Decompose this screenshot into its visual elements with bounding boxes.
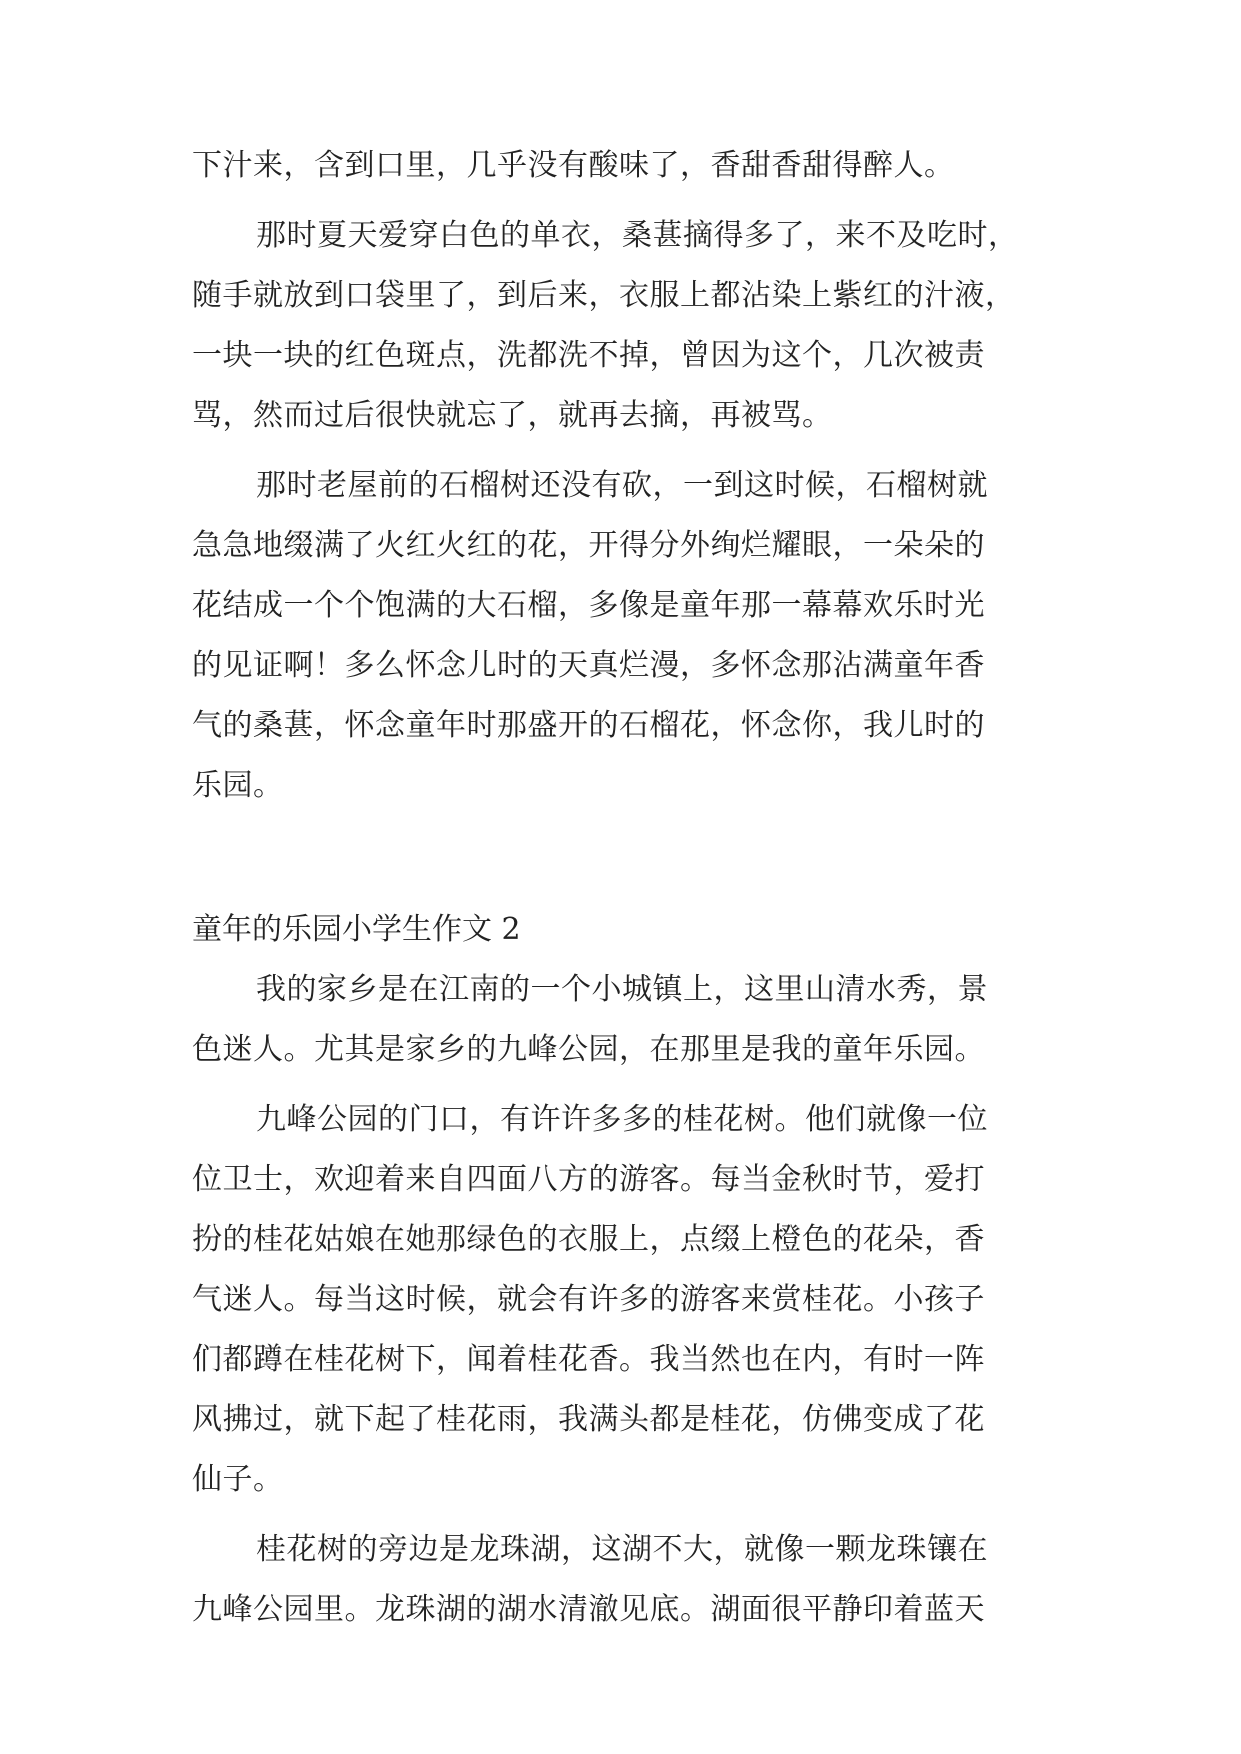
- paragraph-line: 九峰公园里。龙珠湖的湖水清澈见底。湖面很平静印着蓝天: [192, 1592, 985, 1627]
- paragraph-line: 气的桑葚，怀念童年时那盛开的石榴花，怀念你，我儿时的: [192, 708, 985, 743]
- paragraph-line: 急急地缀满了火红火红的花，开得分外绚烂耀眼，一朵朵的: [192, 528, 985, 563]
- paragraph-line: 扮的桂花姑娘在她那绿色的衣服上，点缀上橙色的花朵，香: [192, 1222, 985, 1257]
- section-title: 童年的乐园小学生作文 2: [192, 912, 521, 947]
- paragraph-line: 的见证啊！多么怀念儿时的天真烂漫，多怀念那沾满童年香: [192, 648, 985, 683]
- paragraph-line: 风拂过，就下起了桂花雨，我满头都是桂花，仿佛变成了花: [192, 1402, 985, 1437]
- paragraph-line: 我的家乡是在江南的一个小城镇上，这里山清水秀，景: [256, 972, 988, 1007]
- paragraph-line: 随手就放到口袋里了，到后来，衣服上都沾染上紫红的汁液，: [192, 278, 1016, 313]
- paragraph-line: 仙子。: [192, 1462, 284, 1497]
- paragraph-line: 位卫士，欢迎着来自四面八方的游客。每当金秋时节，爱打: [192, 1162, 985, 1197]
- paragraph-line: 骂，然而过后很快就忘了，就再去摘，再被骂。: [192, 398, 833, 433]
- paragraph-line: 色迷人。尤其是家乡的九峰公园，在那里是我的童年乐园。: [192, 1032, 985, 1067]
- paragraph-line: 乐园。: [192, 768, 284, 803]
- paragraph-line: 那时老屋前的石榴树还没有砍，一到这时候，石榴树就: [256, 468, 988, 503]
- paragraph-line: 花结成一个个饱满的大石榴，多像是童年那一幕幕欢乐时光: [192, 588, 985, 623]
- paragraph-line: 九峰公园的门口，有许许多多的桂花树。他们就像一位: [256, 1102, 988, 1137]
- paragraph-line: 桂花树的旁边是龙珠湖，这湖不大，就像一颗龙珠镶在: [256, 1532, 988, 1567]
- paragraph-line: 下汁来，含到口里，几乎没有酸味了，香甜香甜得醉人。: [192, 148, 955, 183]
- paragraph-line: 们都蹲在桂花树下，闻着桂花香。我当然也在内，有时一阵: [192, 1342, 985, 1377]
- paragraph-line: 一块一块的红色斑点，洗都洗不掉，曾因为这个，几次被责: [192, 338, 985, 373]
- paragraph-line: 那时夏天爱穿白色的单衣，桑葚摘得多了，来不及吃时，: [256, 218, 1019, 253]
- paragraph-line: 气迷人。每当这时候，就会有许多的游客来赏桂花。小孩子: [192, 1282, 985, 1317]
